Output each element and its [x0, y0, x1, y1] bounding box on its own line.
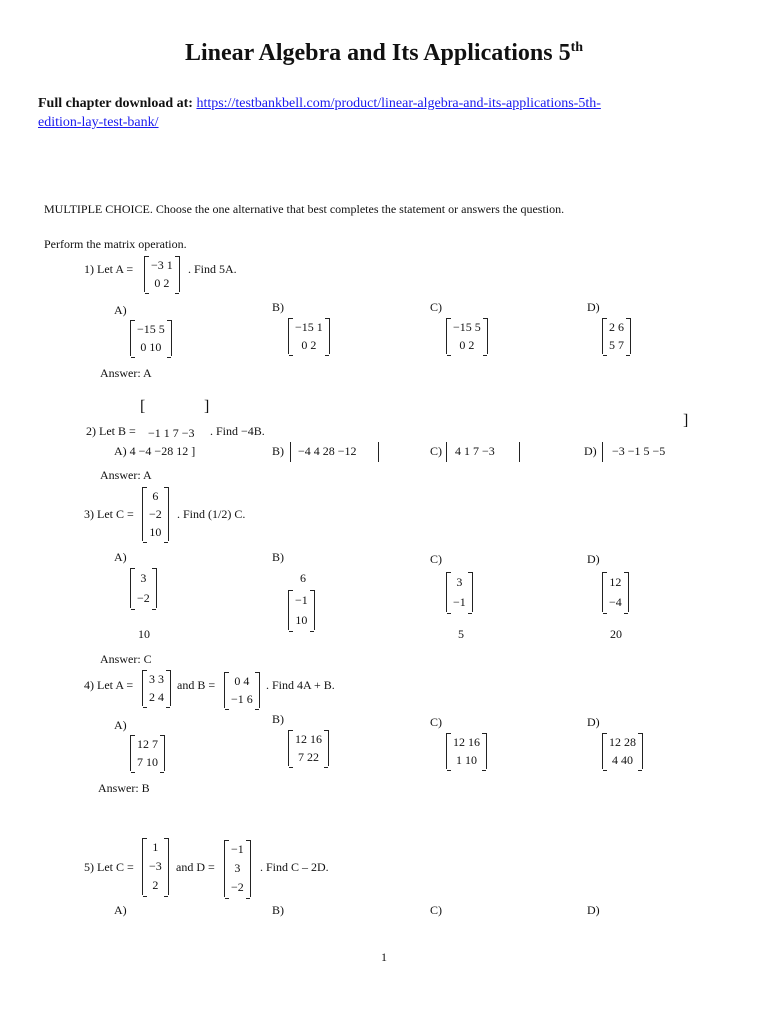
q1-stem-pre: 1) Let A = [84, 262, 134, 276]
q2-option-a: A) 4 −4 −28 12 ] [114, 444, 196, 458]
q1-option-a-label: A) [114, 303, 127, 317]
q5-stem-post: . Find C – 2D. [260, 860, 329, 874]
q2-option-b-label: B) [272, 444, 284, 458]
q2-option-d-label: D) [584, 444, 597, 458]
download-label: Full chapter download at: [38, 96, 193, 111]
instructions: MULTIPLE CHOICE. Choose the one alternative that best completes the statement or answers the question. [44, 202, 565, 216]
q2-option-c: 4 1 7 −3 [455, 444, 495, 458]
q2-option-c-label: C) [430, 444, 442, 458]
q1-option-b-matrix: −15 1 0 2 [288, 318, 330, 354]
q4-answer: Answer: B [98, 781, 150, 795]
download-line [38, 94, 738, 132]
q4-option-c-label: C) [430, 715, 442, 729]
q3-option-d-label: D) [587, 552, 600, 566]
q2-answer: Answer: A [100, 468, 152, 482]
q3-option-c-label: C) [430, 552, 442, 566]
section-heading: Perform the matrix operation. [44, 237, 187, 251]
q4-stem-mid: and B = [177, 678, 216, 692]
q3-option-d-matrix: 12 −4 [602, 572, 629, 612]
q4-option-d-label: D) [587, 715, 600, 729]
q5-stem-mid: and D = [176, 860, 215, 874]
q3-option-b-label: B) [272, 550, 284, 564]
q2-option-b-bar-right [378, 442, 379, 462]
q4-option-d-matrix: 12 28 4 40 [602, 733, 643, 769]
q1-matrix-a: −3 1 0 2 [144, 256, 180, 292]
q1-option-d-matrix: 2 6 5 7 [602, 318, 631, 354]
q2-bracket-open: [ [140, 398, 146, 415]
q2-row: −1 1 7 −3 [148, 426, 195, 440]
q1-answer: Answer: A [100, 366, 152, 380]
q4-matrix-b: 0 4 −1 6 [224, 672, 260, 708]
q2-stem-pre: 2) Let B = [86, 424, 136, 438]
q4-option-a-label: A) [114, 718, 127, 732]
q4-option-b-matrix: 12 16 7 22 [288, 730, 329, 766]
q3-matrix-c: 6 −2 10 [142, 487, 169, 541]
q3-option-c-matrix: 3 −1 [446, 572, 473, 612]
page-title: Linear Algebra and Its Applications 5th [184, 40, 584, 66]
q3-answer: Answer: C [100, 652, 152, 666]
q5-option-d-label: D) [587, 903, 600, 917]
q2-bracket-far: ] [683, 412, 689, 429]
q2-option-c-bar [446, 442, 447, 462]
page-number: 1 [381, 950, 387, 964]
q4-option-b-label: B) [272, 712, 284, 726]
q4-option-a-matrix: 12 7 7 10 [130, 735, 165, 771]
q2-option-d: −3 −1 5 −5 [612, 444, 666, 458]
q4-matrix-a: 3 3 2 4 [142, 670, 171, 706]
q1-option-c-label: C) [430, 300, 442, 314]
q3-option-c-value3: 5 [458, 627, 464, 641]
q2-bracket-close: ] [204, 398, 210, 415]
q1-option-c-matrix: −15 5 0 2 [446, 318, 488, 354]
q3-option-d-value3: 20 [610, 627, 622, 641]
q3-stem-post: . Find (1/2) C. [177, 507, 246, 521]
q5-matrix-d: −1 3 −2 [224, 840, 251, 897]
q1-stem-post: . Find 5A. [188, 262, 237, 276]
download-link[interactable]: https://testbankbell.com/product/linear-algebra-and-its-applications-5th- edition-lay-test-bank/ [38, 96, 601, 130]
q3-option-b-matrix: −1 10 [288, 590, 315, 630]
q2-option-c-bar-right [519, 442, 520, 462]
q1-option-d-label: D) [587, 300, 600, 314]
q3-option-a-label: A) [114, 550, 127, 564]
q3-option-a-value3: 10 [138, 627, 150, 641]
q2-option-b: −4 4 28 −12 [298, 444, 357, 458]
q2-option-d-bar [602, 442, 603, 462]
q3-stem-pre: 3) Let C = [84, 507, 134, 521]
q5-option-a-label: A) [114, 903, 127, 917]
q1-option-a-matrix: −15 5 0 10 [130, 320, 172, 356]
q5-option-c-label: C) [430, 903, 442, 917]
q5-matrix-c: 1 −3 2 [142, 838, 169, 895]
q3-option-a-matrix: 3 −2 [130, 568, 157, 608]
q2-stem-post: . Find −4B. [210, 424, 265, 438]
q3-option-b-value1: 6 [300, 571, 306, 585]
q4-stem-pre: 4) Let A = [84, 678, 134, 692]
q1-option-b-label: B) [272, 300, 284, 314]
q5-stem-pre: 5) Let C = [84, 860, 134, 874]
q2-option-b-bar [290, 442, 291, 462]
q5-option-b-label: B) [272, 903, 284, 917]
q4-stem-post: . Find 4A + B. [266, 678, 335, 692]
q4-option-c-matrix: 12 16 1 10 [446, 733, 487, 769]
